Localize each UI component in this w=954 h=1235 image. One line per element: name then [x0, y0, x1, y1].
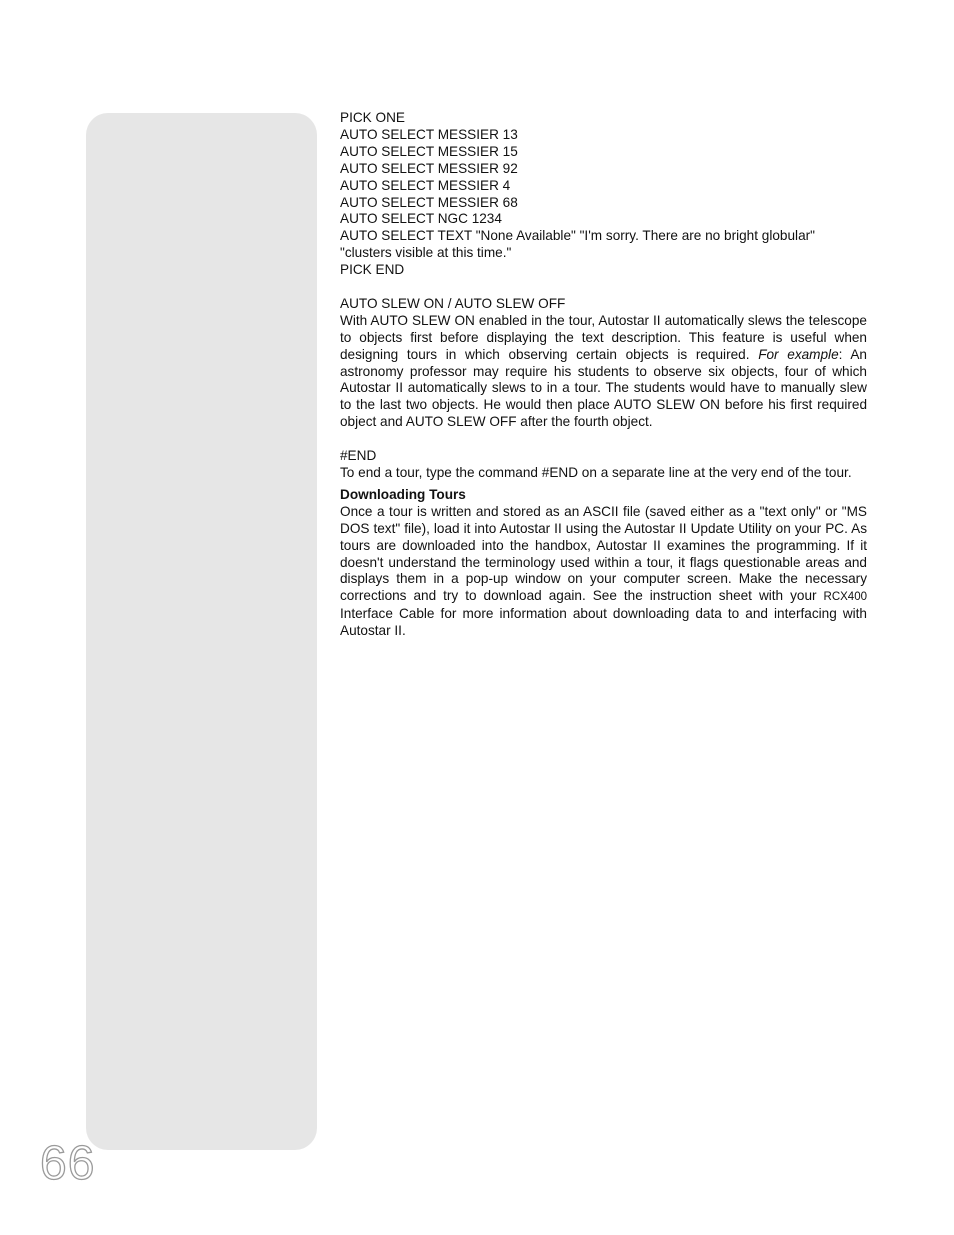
- code-line: AUTO SELECT MESSIER 4: [340, 177, 511, 193]
- auto-slew-title: AUTO SLEW ON / AUTO SLEW OFF: [340, 295, 566, 311]
- auto-slew-paragraph: With AUTO SLEW ON enabled in the tour, Autostar II automatically slews the telescope to objects first before displaying the text description. This feature is useful when designing tours in which observing certain objects is required. For example: An astronomy professor may require his students to observe six objects, four of which Autostar II automatically slews to in a tour. The students would have to manually slew to the last two objects. He would then place AUTO SLEW ON before his first required object and AUTO SLEW OFF after the fourth object.: [340, 312, 867, 430]
- pick-block: [340, 110, 867, 279]
- end-command-paragraph: To end a tour, type the command #END on a separate line at the very end of the tour.: [340, 465, 852, 480]
- code-line: AUTO SELECT MESSIER 68: [340, 194, 518, 210]
- code-line: AUTO SELECT MESSIER 15: [340, 143, 518, 159]
- code-line: AUTO SELECT TEXT "None Available" "I'm sorry. There are no bright globular": [340, 228, 815, 244]
- model-name: RCX400: [823, 591, 867, 604]
- code-line: AUTO SELECT MESSIER 13: [340, 126, 518, 142]
- section-heading: Downloading Tours: [340, 486, 466, 502]
- page-number: 66: [40, 1137, 96, 1190]
- code-line: AUTO SELECT MESSIER 92: [340, 160, 518, 176]
- page-content: [340, 110, 867, 640]
- code-line: "clusters visible at this time.": [340, 245, 512, 261]
- example-label: For example: [758, 346, 839, 362]
- sidebar-panel: [86, 113, 317, 1150]
- end-command-title: #END: [340, 448, 377, 464]
- downloading-paragraph: Once a tour is written and stored as an ASCII file (saved either as a "text only" or "MS DOS text" file), load it into Autostar II using the Autostar II Update Utility on your PC. As tours are downloaded into the handbox, Autostar II examines the programming. If it doesn't understand the terminology used within a tour, it flags questionable areas and displays them in a pop-up window on your computer screen. Make the necessary corrections and try to download again. See the instruction sheet with your RCX400 Interface Cable for more information about downloading data to and interfacing with Autostar II.: [340, 503, 867, 639]
- code-line: AUTO SELECT NGC 1234: [340, 211, 502, 227]
- code-line: PICK ONE: [340, 110, 405, 125]
- code-line: PICK END: [340, 262, 405, 278]
